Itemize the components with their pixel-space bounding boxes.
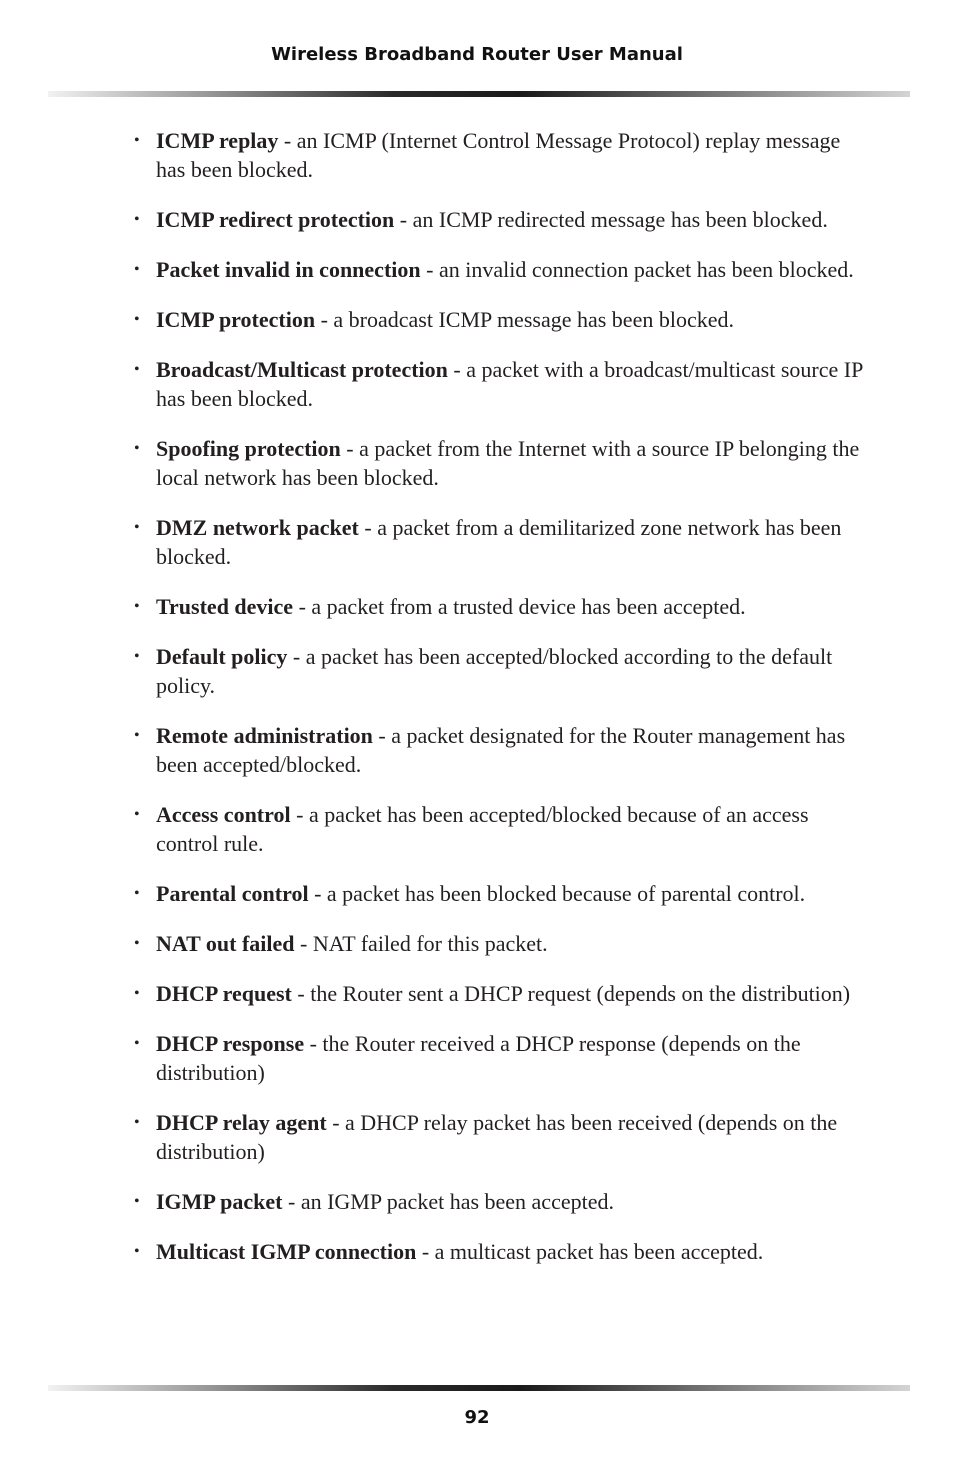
bullet-icon: • bbox=[134, 727, 140, 744]
item-term: Multicast IGMP connection bbox=[156, 1239, 417, 1264]
bullet-list bbox=[130, 126, 870, 1266]
bullet-icon: • bbox=[134, 1035, 140, 1052]
item-description: - a packet from a demilitarized zone network has been blocked. bbox=[156, 515, 842, 569]
page-number: 92 bbox=[464, 1407, 490, 1428]
bullet-icon: • bbox=[134, 211, 140, 228]
item-term: ICMP protection bbox=[156, 307, 316, 332]
item-description: - a packet from the Internet with a source IP belonging the local network has been blocked. bbox=[156, 436, 860, 490]
item-description: - a DHCP relay packet has been received (depends on the distribution) bbox=[156, 1110, 838, 1164]
list-item bbox=[130, 800, 870, 858]
bullet-icon: • bbox=[134, 935, 140, 952]
item-term: Trusted device bbox=[156, 594, 294, 619]
item-term: Packet invalid in connection bbox=[156, 257, 421, 282]
bullet-icon: • bbox=[134, 261, 140, 278]
item-description: - a packet designated for the Router management has been accepted/blocked. bbox=[156, 723, 846, 777]
item-term: NAT out failed bbox=[156, 931, 295, 956]
list-item bbox=[130, 513, 870, 571]
item-description: - a packet has been blocked because of parental control. bbox=[308, 881, 806, 906]
list-item bbox=[130, 1237, 870, 1266]
item-term: Broadcast/Multicast protection bbox=[156, 357, 448, 382]
item-description: - the Router sent a DHCP request (depends on the distribution) bbox=[291, 981, 851, 1006]
item-term: ICMP replay bbox=[156, 128, 279, 153]
list-item bbox=[130, 592, 870, 621]
bullet-icon: • bbox=[134, 885, 140, 902]
item-term: DMZ network packet bbox=[156, 515, 359, 540]
list-item bbox=[130, 126, 870, 184]
item-term: ICMP redirect protection bbox=[156, 207, 395, 232]
list-item bbox=[130, 1187, 870, 1216]
bullet-icon: • bbox=[134, 361, 140, 378]
item-description: - a packet has been accepted/blocked according to the default policy. bbox=[156, 644, 833, 698]
list-item bbox=[130, 979, 870, 1008]
bullet-icon: • bbox=[134, 519, 140, 536]
item-term: DHCP response bbox=[156, 1031, 305, 1056]
item-term: Access control bbox=[156, 802, 291, 827]
list-item bbox=[130, 879, 870, 908]
bullet-icon: • bbox=[134, 598, 140, 615]
item-description: - an IGMP packet has been accepted. bbox=[282, 1189, 614, 1214]
bullet-icon: • bbox=[134, 132, 140, 149]
item-term: IGMP packet bbox=[156, 1189, 283, 1214]
item-description: - a packet from a trusted device has been accepted. bbox=[293, 594, 746, 619]
page-header-title: Wireless Broadband Router User Manual bbox=[271, 44, 683, 65]
item-description: - an ICMP (Internet Control Message Protocol) replay message has been blocked. bbox=[156, 128, 841, 182]
list-item bbox=[130, 355, 870, 413]
item-description: - a multicast packet has been accepted. bbox=[416, 1239, 764, 1264]
log-message-list bbox=[130, 126, 870, 1287]
item-description: - the Router received a DHCP response (depends on the distribution) bbox=[156, 1031, 801, 1085]
list-item bbox=[130, 434, 870, 492]
item-term: Spoofing protection bbox=[156, 436, 341, 461]
item-description: - a packet has been accepted/blocked because of an access control rule. bbox=[156, 802, 809, 856]
item-term: DHCP request bbox=[156, 981, 292, 1006]
bullet-icon: • bbox=[134, 985, 140, 1002]
header-divider bbox=[48, 91, 910, 97]
item-description: - an invalid connection packet has been blocked. bbox=[420, 257, 854, 282]
bullet-icon: • bbox=[134, 440, 140, 457]
bullet-icon: • bbox=[134, 806, 140, 823]
item-term: DHCP relay agent bbox=[156, 1110, 327, 1135]
list-item bbox=[130, 642, 870, 700]
list-item bbox=[130, 305, 870, 334]
item-term: Parental control bbox=[156, 881, 309, 906]
list-item bbox=[130, 205, 870, 234]
bullet-icon: • bbox=[134, 648, 140, 665]
list-item bbox=[130, 1029, 870, 1087]
footer-divider bbox=[48, 1385, 910, 1391]
bullet-icon: • bbox=[134, 311, 140, 328]
item-description: - NAT failed for this packet. bbox=[294, 931, 548, 956]
list-item bbox=[130, 255, 870, 284]
bullet-icon: • bbox=[134, 1243, 140, 1260]
item-term: Default policy bbox=[156, 644, 288, 669]
list-item bbox=[130, 721, 870, 779]
bullet-icon: • bbox=[134, 1114, 140, 1131]
list-item bbox=[130, 929, 870, 958]
item-term: Remote administration bbox=[156, 723, 373, 748]
item-description: - an ICMP redirected message has been blocked. bbox=[394, 207, 828, 232]
item-description: - a broadcast ICMP message has been blocked. bbox=[315, 307, 734, 332]
list-item bbox=[130, 1108, 870, 1166]
item-description: - a packet with a broadcast/multicast source IP has been blocked. bbox=[156, 357, 863, 411]
bullet-icon: • bbox=[134, 1193, 140, 1210]
